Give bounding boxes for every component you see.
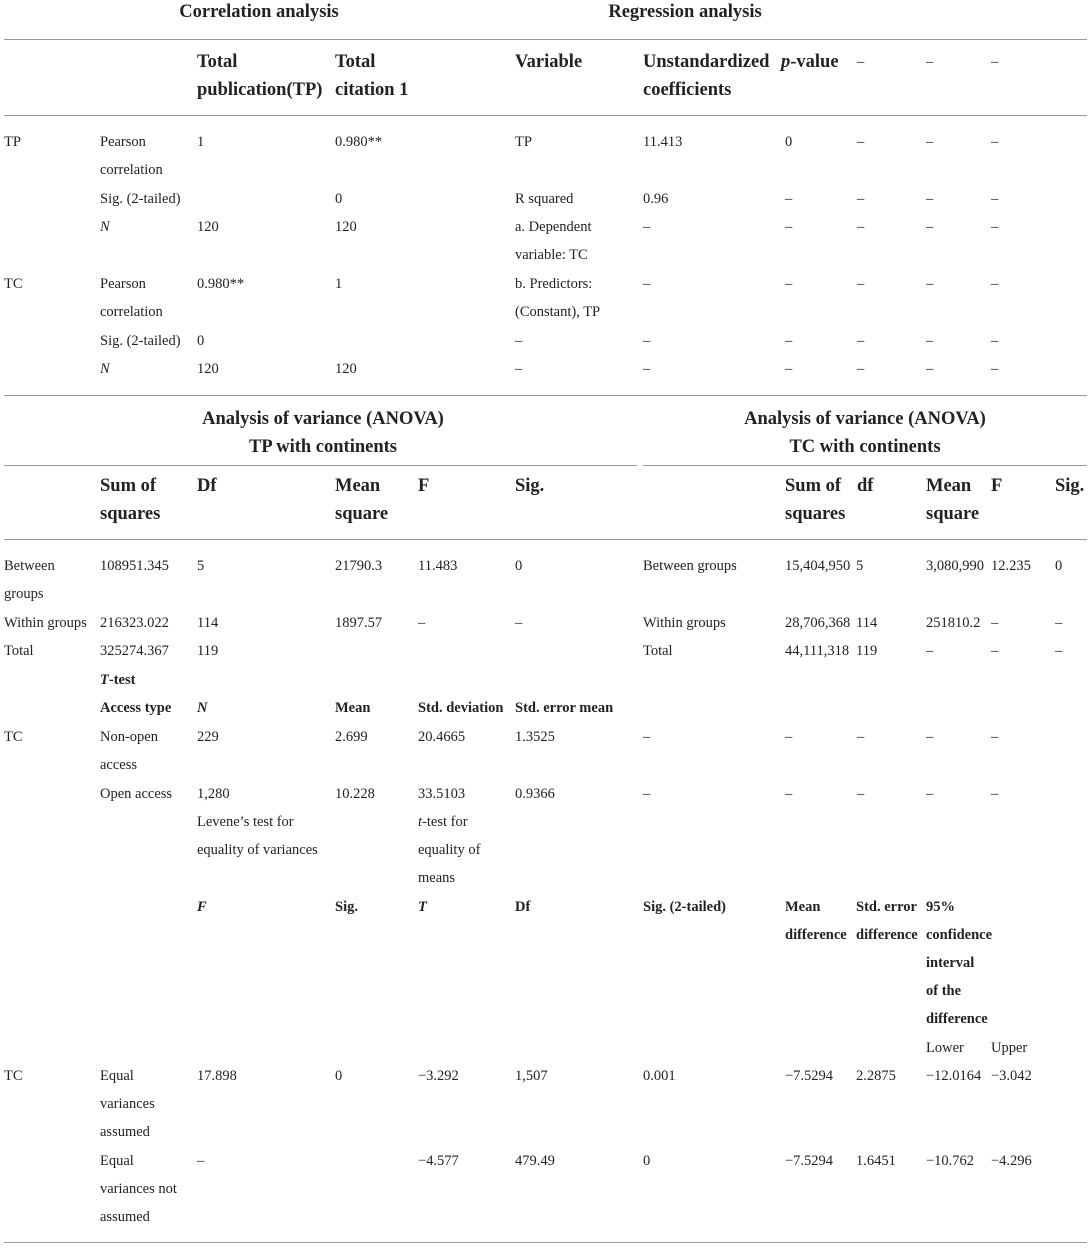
dash: – xyxy=(785,361,793,377)
cell: 17.898 xyxy=(197,1068,237,1084)
dependent-var-2: variable: TC xyxy=(515,247,588,263)
predictors-2: (Constant), TP xyxy=(515,304,601,320)
cell: 479.49 xyxy=(515,1153,555,1169)
dash: – xyxy=(785,333,793,349)
dash: – xyxy=(643,219,651,235)
cell: 114 xyxy=(197,615,219,631)
dash: – xyxy=(643,729,651,745)
dash: – xyxy=(643,361,651,377)
dash: – xyxy=(926,54,934,70)
dash: – xyxy=(926,361,934,377)
anova-right-title-1: Analysis of variance (ANOVA) xyxy=(744,409,986,429)
cell: 251810.2 xyxy=(926,615,981,631)
anova-right-title-2: TC with continents xyxy=(789,437,941,457)
cell: – xyxy=(926,643,934,659)
tp-tc-sig: 0 xyxy=(335,191,343,207)
dash: – xyxy=(857,361,865,377)
hdr-p-value: p-value xyxy=(781,52,839,72)
hdr-std-error-mean: Std. error mean xyxy=(515,700,614,716)
rule xyxy=(643,465,1087,466)
dash: – xyxy=(926,786,934,802)
cell: 0 xyxy=(643,1153,651,1169)
r-squared-value: 0.96 xyxy=(643,191,669,207)
cell: 1897.57 xyxy=(335,615,383,631)
hdr-std-deviation: Std. deviation xyxy=(418,700,504,716)
dash: – xyxy=(515,333,523,349)
cell: −4.296 xyxy=(991,1153,1032,1169)
n-label: N xyxy=(100,219,110,235)
between-groups-2: groups xyxy=(4,586,44,602)
hdr2-mean-diff-2: difference xyxy=(785,927,847,943)
hdr-f: F xyxy=(418,476,430,496)
hdr-access-type: Access type xyxy=(100,700,172,716)
dash: – xyxy=(857,134,865,150)
hdr-sig: Sig. xyxy=(1055,476,1085,496)
hdr2-df: Df xyxy=(515,899,531,915)
sig-label: Sig. (2-tailed) xyxy=(100,333,181,349)
dash: – xyxy=(857,219,865,235)
cell: 33.5103 xyxy=(418,786,466,802)
rule xyxy=(4,39,1087,40)
row-label-tp: TP xyxy=(4,134,21,150)
dash: – xyxy=(857,786,865,802)
hdr2-std-err-diff-1: Std. error xyxy=(856,899,917,915)
levene-label-1: Levene’s test for xyxy=(197,814,294,830)
dash: – xyxy=(991,333,999,349)
pearson-label-2: correlation xyxy=(100,304,163,320)
dash: – xyxy=(926,729,934,745)
cell: 21790.3 xyxy=(335,558,383,574)
cell: 11.483 xyxy=(418,558,458,574)
cell: 229 xyxy=(197,729,219,745)
dash: – xyxy=(515,361,523,377)
cell: −7.5294 xyxy=(785,1153,834,1169)
dash: – xyxy=(991,134,999,150)
cell: 2.699 xyxy=(335,729,368,745)
dash: – xyxy=(926,219,934,235)
hdr2-ci-2: confidence xyxy=(926,927,993,943)
cell: 0 xyxy=(1055,558,1063,574)
hdr-sum-of-squares-1: Sum of xyxy=(785,476,842,496)
cell: – xyxy=(418,615,426,631)
rule xyxy=(4,1242,1087,1243)
non-open-access-1: Non-open xyxy=(100,729,158,745)
cell: 114 xyxy=(856,615,878,631)
tp-tc-corr: 0.980** xyxy=(335,134,383,150)
dash: – xyxy=(785,191,793,207)
ttest-label-3: means xyxy=(418,870,456,886)
pearson-label-1: Pearson xyxy=(100,276,146,292)
cell: 5 xyxy=(197,558,205,574)
hdr2-upper: Upper xyxy=(991,1040,1028,1056)
dash: – xyxy=(857,191,865,207)
pearson-label-2: correlation xyxy=(100,162,163,178)
hdr-df: df xyxy=(857,476,874,496)
rule xyxy=(4,465,637,466)
dash: – xyxy=(991,361,999,377)
cell: 44,111,318 xyxy=(785,643,850,659)
hdr-df: Df xyxy=(197,476,217,496)
reg-coefficient: 11.413 xyxy=(643,134,683,150)
total-right: Total xyxy=(643,643,673,659)
ttest2-tc-label: TC xyxy=(4,1068,23,1084)
cell: −7.5294 xyxy=(785,1068,834,1084)
cell: 28,706,368 xyxy=(785,615,851,631)
cell: – xyxy=(197,1153,205,1169)
ttest-tc-label: TC xyxy=(4,729,23,745)
anova-left-title-1: Analysis of variance (ANOVA) xyxy=(202,409,444,429)
tc-n-tp: 120 xyxy=(197,361,219,377)
dash: – xyxy=(991,219,999,235)
hdr-sum-of-squares-2: squares xyxy=(785,504,846,524)
hdr-mean-square-1: Mean xyxy=(335,476,381,496)
cell: −3.292 xyxy=(418,1068,459,1084)
regression-title: Regression analysis xyxy=(608,2,762,22)
non-open-access-2: access xyxy=(100,757,138,773)
hdr-total-publication-1: Total xyxy=(197,52,238,72)
dash: – xyxy=(643,333,651,349)
tc-tp-sig: 0 xyxy=(197,333,205,349)
ttest-title: T-test xyxy=(100,672,136,688)
dash: – xyxy=(857,276,865,292)
hdr2-f: F xyxy=(197,899,207,915)
hdr2-sig-2tailed: Sig. (2-tailed) xyxy=(643,899,726,915)
cell: 119 xyxy=(197,643,219,659)
cell: −12.0164 xyxy=(926,1068,982,1084)
dash: – xyxy=(785,219,793,235)
dash: – xyxy=(643,276,651,292)
cell: −4.577 xyxy=(418,1153,459,1169)
dash: – xyxy=(857,333,865,349)
cell: 3,080,990 xyxy=(926,558,984,574)
correlation-title: Correlation analysis xyxy=(179,2,339,22)
hdr-sig: Sig. xyxy=(515,476,545,496)
tc-n-tc: 120 xyxy=(335,361,357,377)
cell: – xyxy=(991,615,999,631)
hdr-mean-square-2: square xyxy=(926,504,980,524)
reg-p-value: 0 xyxy=(785,134,793,150)
hdr2-lower: Lower xyxy=(926,1040,964,1056)
dash: – xyxy=(857,54,865,70)
eq-not-assumed-1: Equal xyxy=(100,1153,134,1169)
eq-assumed-2: variances xyxy=(100,1096,155,1112)
cell: – xyxy=(515,615,523,631)
dash: – xyxy=(991,276,999,292)
dash: – xyxy=(857,729,865,745)
open-access: Open access xyxy=(100,786,173,802)
dash: – xyxy=(926,333,934,349)
cell: 15,404,950 xyxy=(785,558,851,574)
r-squared-label: R squared xyxy=(515,191,574,207)
hdr2-mean-diff-1: Mean xyxy=(785,899,821,915)
dash: – xyxy=(643,786,651,802)
hdr2-ci-1: 95% xyxy=(926,899,955,915)
levene-label-2: equality of variances xyxy=(197,842,318,858)
sig-label: Sig. (2-tailed) xyxy=(100,191,181,207)
tc-tp-corr: 0.980** xyxy=(197,276,245,292)
cell: 12.235 xyxy=(991,558,1031,574)
anova-left-title-2: TP with continents xyxy=(248,437,398,457)
hdr-mean: Mean xyxy=(335,700,371,716)
tc-tc-corr: 1 xyxy=(335,276,343,292)
n-label: N xyxy=(100,361,110,377)
cell: 0 xyxy=(335,1068,343,1084)
dash: – xyxy=(991,729,999,745)
dash: – xyxy=(991,786,999,802)
eq-assumed-1: Equal xyxy=(100,1068,134,1084)
hdr-sum-of-squares-2: squares xyxy=(100,504,161,524)
ttest-label-2: equality of xyxy=(418,842,481,858)
cell: 5 xyxy=(856,558,864,574)
dependent-var-1: a. Dependent xyxy=(515,219,592,235)
dash: – xyxy=(785,786,793,802)
eq-assumed-3: assumed xyxy=(100,1124,150,1140)
dash: – xyxy=(926,134,934,150)
eq-not-assumed-2: variances not xyxy=(100,1181,177,1197)
hdr2-ci-4: of the xyxy=(926,983,962,999)
dash: – xyxy=(926,191,934,207)
rule xyxy=(4,115,1087,116)
dash: – xyxy=(926,276,934,292)
hdr2-ci-3: interval xyxy=(926,955,975,971)
hdr2-std-err-diff-2: difference xyxy=(856,927,918,943)
within-groups-right: Within groups xyxy=(643,615,726,631)
tc-n: 120 xyxy=(335,219,357,235)
hdr2-t: T xyxy=(418,899,427,915)
hdr-n: N xyxy=(197,700,208,716)
tp-tp-corr: 1 xyxy=(197,134,205,150)
cell: −10.762 xyxy=(926,1153,975,1169)
reg-variable-tp: TP xyxy=(515,134,532,150)
hdr-unstandardized-1: Unstandardized xyxy=(643,52,770,72)
within-groups: Within groups xyxy=(4,615,87,631)
hdr-total-citation-2: citation 1 xyxy=(335,80,409,100)
cell: 2.2875 xyxy=(856,1068,896,1084)
cell: 0 xyxy=(515,558,523,574)
cell: 1,507 xyxy=(515,1068,548,1084)
cell: – xyxy=(1055,643,1063,659)
cell: 325274.367 xyxy=(100,643,169,659)
dash: – xyxy=(785,729,793,745)
tp-n: 120 xyxy=(197,219,219,235)
ttest-label-1-text: t-test for xyxy=(418,814,468,830)
hdr-mean-square-2: square xyxy=(335,504,389,524)
eq-not-assumed-3: assumed xyxy=(100,1209,150,1225)
hdr-total-publication-2: publication(TP) xyxy=(197,80,323,100)
cell: 20.4665 xyxy=(418,729,466,745)
hdr-unstandardized-2: coefficients xyxy=(643,80,732,100)
predictors-1: b. Predictors: xyxy=(515,276,593,292)
row-label-tc: TC xyxy=(4,276,23,292)
cell: 1.3525 xyxy=(515,729,555,745)
cell: – xyxy=(991,643,999,659)
dash: – xyxy=(785,276,793,292)
cell: 0.001 xyxy=(643,1068,676,1084)
between-groups-1: Between xyxy=(4,558,55,574)
hdr-sum-of-squares-1: Sum of xyxy=(100,476,157,496)
cell: 119 xyxy=(856,643,878,659)
hdr-mean-square-1: Mean xyxy=(926,476,972,496)
hdr2-sig: Sig. xyxy=(335,899,358,915)
cell: 1.6451 xyxy=(856,1153,896,1169)
cell: −3.042 xyxy=(991,1068,1032,1084)
dash: – xyxy=(991,191,999,207)
cell: 216323.022 xyxy=(100,615,169,631)
cell: 10.228 xyxy=(335,786,375,802)
between-groups-right: Between groups xyxy=(643,558,737,574)
rule xyxy=(4,539,1087,540)
cell: 1,280 xyxy=(197,786,230,802)
hdr-total-citation-1: Total xyxy=(335,52,376,72)
total: Total xyxy=(4,643,34,659)
hdr2-ci-5: difference xyxy=(926,1011,988,1027)
hdr-variable: Variable xyxy=(515,52,583,72)
hdr-f: F xyxy=(991,476,1003,496)
rule xyxy=(4,395,1087,396)
cell: 108951.345 xyxy=(100,558,169,574)
dash: – xyxy=(991,54,999,70)
cell: 0.9366 xyxy=(515,786,555,802)
cell: – xyxy=(1055,615,1063,631)
pearson-label-1: Pearson xyxy=(100,134,146,150)
